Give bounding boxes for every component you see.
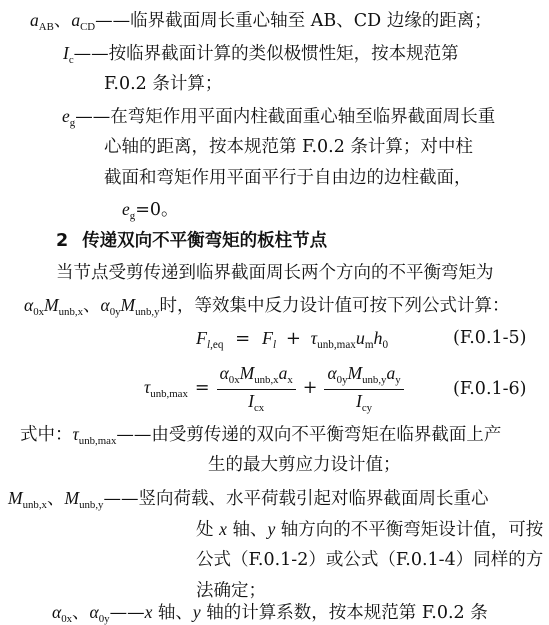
- def-text-cont: 公式（F.0.1-2）或公式（F.0.1-4）同样的方: [196, 550, 544, 570]
- symbol-ic: $I_c$: [63, 43, 74, 66]
- def-tau: 式中：$\tau_{unb,max}——$由受剪传递的双向不平衡弯矩在临界截面上产: [20, 424, 502, 447]
- def-text: 按临界截面计算的类似极惯性矩，按本规范第: [108, 44, 459, 64]
- def-text-cont: 心轴的距离，按本规范第 F.0.2 条计算；对中柱: [104, 137, 473, 157]
- def-dash: ——: [95, 11, 131, 31]
- def-text-cont: $e_g=0$。: [122, 199, 179, 222]
- def-text-cont: 处 x 轴、y 轴方向的不平衡弯矩设计值，可按: [196, 519, 544, 540]
- section-heading: [56, 233, 327, 251]
- def-eg: [62, 108, 495, 129]
- symbol-a-cd: $a_{CD}$: [71, 10, 96, 33]
- def-a-ab-cd: $a_{AB}$、$a_{CD}——$临界截面周长重心轴至 AB、CD 边缘的距离；: [30, 10, 492, 33]
- section-title: 传递双向不平衡弯矩的板柱节点: [82, 231, 328, 251]
- fraction-x: $\frac{\alpha_{0x}M_{unb,x}a_x}{I_{cx}}$: [217, 365, 296, 413]
- def-text: 在弯矩作用平面内柱截面重心轴至临界截面周长重: [110, 107, 496, 127]
- symbol-a-ab: $a_{AB}$: [30, 10, 54, 33]
- def-text-cont: 法确定；: [196, 581, 266, 601]
- def-text: 竖向荷载、水平荷载引起对临界截面周长重心: [138, 489, 489, 509]
- intro-line-1: 当节点受剪传递到临界截面周长两个方向的不平衡弯矩为: [56, 263, 494, 283]
- fraction-y: $\frac{\alpha_{0y}M_{unb,y}a_y}{I_{cy}}$: [324, 365, 403, 413]
- def-text: 由受剪传递的双向不平衡弯矩在临界截面上产: [151, 425, 502, 445]
- def-text-cont: 截面和弯矩作用平面平行于自由边的边柱截面，: [104, 168, 472, 188]
- equation-number: (F.0.1-6): [453, 379, 527, 399]
- intro-line-2: $\alpha_{0x}M_{unb,x}$、$\alpha_{0y}M_{unb,y}$时，等效集中反力设计值可按下列公式计算：: [24, 295, 510, 318]
- equation-number: (F.0.1-5): [453, 328, 527, 348]
- section-number: 2: [56, 231, 69, 251]
- equation-f016: $\tau_{unb,max}$ = $\frac{\alpha_{0x}M_{unb,x}a_x}{I_{cx}}$ + $\frac{\alpha_{0y}M_{unb,y}a_y}{I_{cy}}$: [144, 358, 404, 420]
- def-text-cont: F.0.2 条计算；: [104, 74, 223, 94]
- def-text: 临界截面周长重心轴至 AB、CD 边缘的距离；: [130, 11, 492, 31]
- def-text-cont: 生的最大剪应力设计值；: [208, 455, 401, 475]
- symbol-eg: $e_g$: [62, 106, 76, 129]
- def-dash: ——: [109, 603, 145, 623]
- def-m-unb: $M_{unb,x}$、$M_{unb,y}——$竖向荷载、水平荷载引起对临界截面周长重心: [8, 488, 489, 511]
- def-alpha: $\alpha_{0x}$、$\alpha_{0y}——x$ 轴、y 轴的计算系数，按本规范第 F.0.2 条: [52, 602, 488, 625]
- def-ic: [63, 45, 459, 66]
- def-dash: ——: [75, 107, 111, 127]
- def-dash: ——: [116, 425, 152, 445]
- equation-f015: $F_{l,eq} = F_l + \tau_{unb,max}u_mh_0$: [196, 328, 389, 351]
- def-dash: ——: [73, 44, 109, 64]
- def-dash: ——: [103, 489, 139, 509]
